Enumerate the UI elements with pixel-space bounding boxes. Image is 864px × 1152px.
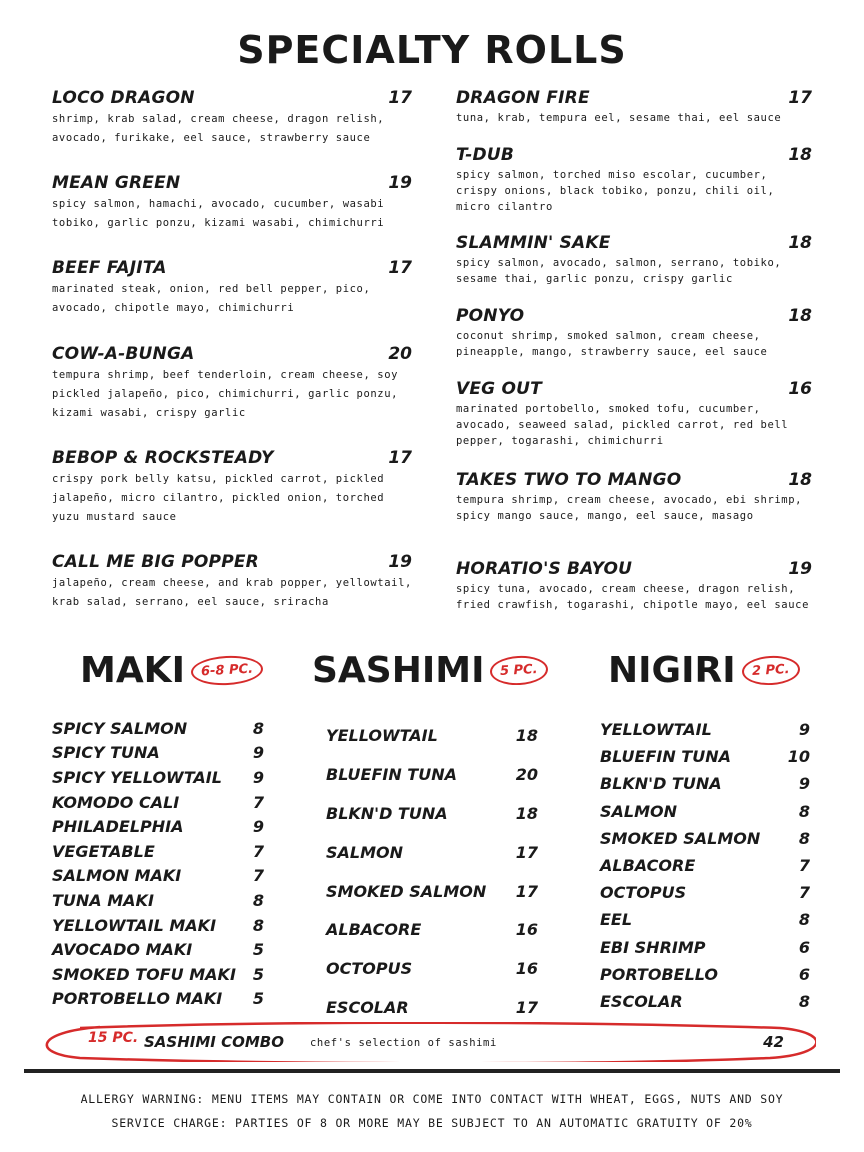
roll-name: CALL ME BIG POPPER [52, 552, 259, 572]
item-price: 7 [798, 883, 810, 903]
menu-row [52, 913, 264, 938]
roll-name: VEG OUT [456, 379, 542, 399]
item-name: SPICY SALMON [52, 718, 188, 738]
menu-row [600, 743, 810, 770]
item-price: 7 [798, 856, 810, 876]
item-name: SPICY YELLOWTAIL [52, 767, 222, 787]
roll-price: 18 [788, 470, 812, 490]
menu-row [600, 906, 810, 933]
item-name: PORTOBELLO [600, 964, 718, 984]
roll-item [456, 233, 812, 306]
item-price: 18 [515, 725, 538, 745]
item-price: 10 [787, 747, 810, 767]
item-price: 5 [252, 989, 264, 1009]
roll-name: LOCO DRAGON [52, 88, 195, 108]
menu-row [600, 716, 810, 743]
menu-row [52, 937, 264, 962]
item-name: BLUEFIN TUNA [600, 747, 731, 767]
menu-row [52, 716, 264, 741]
item-name: SALMON [326, 842, 404, 862]
menu-row [600, 879, 810, 906]
item-price: 8 [252, 890, 264, 910]
roll-description: tuna, krab, tempura eel, sesame thai, eel sauce [456, 112, 782, 124]
item-price: 9 [252, 743, 264, 763]
menu-row [326, 716, 538, 755]
roll-name: T-DUB [456, 145, 515, 165]
roll-description: shrimp, krab salad, cream cheese, dragon relish, avocado, furikake, eel sauce, strawberry sauce [52, 113, 385, 144]
roll-description: marinated portobello, smoked tofu, cucumber, avocado, seaweed salad, pickled carrot, red bell pepper, togarashi, chimichurri [456, 403, 789, 447]
roll-item [456, 379, 812, 470]
menu-row [52, 814, 264, 839]
item-name: EEL [600, 910, 633, 930]
menu-row [600, 961, 810, 988]
roll-price: 17 [388, 258, 412, 278]
item-price: 9 [798, 720, 810, 740]
roll-description: marinated steak, onion, red bell pepper, pico, avocado, chipotle mayo, chimichurri [52, 283, 371, 314]
item-price: 16 [515, 959, 538, 979]
roll-price: 19 [788, 559, 812, 579]
item-price: 7 [252, 866, 264, 886]
maki-heading [80, 650, 263, 691]
item-name: BLKN'D TUNA [326, 803, 448, 823]
menu-row [326, 755, 538, 794]
menu-row [600, 798, 810, 825]
combo-name: SASHIMI COMBO [144, 1033, 284, 1051]
menu-row [52, 864, 264, 889]
item-name: VEGETABLE [52, 841, 155, 861]
item-name: OCTOPUS [326, 959, 413, 979]
combo-piece-count: 15 PC. [88, 1030, 139, 1046]
nigiri-title: NIGIRI [608, 650, 736, 691]
maki-title: MAKI [80, 650, 185, 691]
item-name: AVOCADO MAKI [52, 940, 193, 960]
combo-description: chef's selection of sashimi [310, 1037, 497, 1049]
sashimi-heading [312, 650, 548, 691]
roll-description: tempura shrimp, cream cheese, avocado, ebi shrimp, spicy mango sauce, mango, eel sauce, masago [456, 494, 803, 522]
roll-price: 17 [788, 88, 812, 108]
menu-row [52, 741, 264, 766]
roll-name: TAKES TWO TO MANGO [456, 470, 682, 490]
menu-row [600, 825, 810, 852]
nigiri-piece-badge: 2 PC. [741, 655, 800, 687]
item-price: 6 [798, 937, 810, 957]
roll-item [52, 448, 412, 552]
item-name: ALBACORE [600, 856, 696, 876]
menu-row [52, 888, 264, 913]
menu-row [326, 833, 538, 872]
roll-description: spicy tuna, avocado, cream cheese, dragon relish, fried crawfish, togarashi, chipotle mayo, eel sauce [456, 583, 809, 611]
menu-row [600, 988, 810, 1015]
item-name: PORTOBELLO MAKI [52, 989, 223, 1009]
roll-description: jalapeño, cream cheese, and krab popper, yellowtail, krab salad, serrano, eel sauce, sriracha [52, 577, 412, 608]
specialty-rolls-left-column [52, 88, 412, 612]
roll-price: 18 [788, 306, 812, 326]
item-name: KOMODO CALI [52, 792, 180, 812]
menu-row [600, 770, 810, 797]
roll-item [456, 559, 812, 613]
roll-price: 16 [788, 379, 812, 399]
item-price: 8 [252, 718, 264, 738]
roll-name: MEAN GREEN [52, 173, 181, 193]
menu-row [326, 872, 538, 911]
item-price: 16 [515, 920, 538, 940]
item-name: YELLOWTAIL [326, 725, 438, 745]
roll-name: PONYO [456, 306, 525, 326]
item-price: 17 [515, 842, 538, 862]
item-price: 8 [252, 915, 264, 935]
item-name: TUNA MAKI [52, 890, 154, 910]
item-name: YELLOWTAIL MAKI [52, 915, 217, 935]
item-price: 7 [252, 792, 264, 812]
roll-item [52, 88, 412, 173]
menu-row [600, 934, 810, 961]
combo-price: 42 [763, 1033, 784, 1051]
sashimi-combo [40, 1022, 816, 1062]
nigiri-list [600, 716, 810, 1015]
service-charge-note: SERVICE CHARGE: PARTIES OF 8 OR MORE MAY BE SUBJECT TO AN AUTOMATIC GRATUITY OF 20% [111, 1116, 753, 1130]
roll-price: 19 [388, 552, 412, 572]
roll-description: spicy salmon, avocado, salmon, serrano, tobiko, sesame thai, garlic ponzu, crispy garlic [456, 257, 782, 285]
item-name: EBI SHRIMP [600, 937, 706, 957]
menu-row [52, 987, 264, 1012]
item-price: 17 [515, 998, 538, 1018]
allergy-warning: ALLERGY WARNING: MENU ITEMS MAY CONTAIN OR COME INTO CONTACT WITH WHEAT, EGGS, NUTS AND SOY [80, 1092, 784, 1106]
item-name: OCTOPUS [600, 883, 687, 903]
item-name: BLUEFIN TUNA [326, 764, 457, 784]
item-name: SMOKED SALMON [600, 828, 761, 848]
item-price: 20 [515, 764, 538, 784]
menu-row [52, 962, 264, 987]
menu-row [326, 949, 538, 988]
item-name: ESCOLAR [326, 998, 409, 1018]
item-name: ESCOLAR [600, 991, 683, 1011]
roll-item [456, 306, 812, 379]
menu-row [326, 794, 538, 833]
maki-list [52, 716, 264, 1011]
item-price: 8 [798, 991, 810, 1011]
roll-description: crispy pork belly katsu, pickled carrot, pickled jalapeño, micro cilantro, pickled onion, torched yuzu mustard sauce [52, 473, 385, 523]
item-name: YELLOWTAIL [600, 720, 712, 740]
item-price: 9 [252, 817, 264, 837]
menu-row [600, 852, 810, 879]
item-name: PHILADELPHIA [52, 817, 184, 837]
roll-description: coconut shrimp, smoked salmon, cream cheese, pineapple, mango, strawberry sauce, eel sauce [456, 330, 768, 358]
roll-price: 18 [788, 145, 812, 165]
roll-item [456, 88, 812, 145]
roll-description: tempura shrimp, beef tenderloin, cream cheese, soy pickled jalapeño, pico, chimichurri, garlic ponzu, kizami wasabi, crispy garlic [52, 369, 399, 419]
roll-name: DRAGON FIRE [456, 88, 590, 108]
roll-name: COW-A-BUNGA [52, 344, 195, 364]
roll-price: 17 [388, 88, 412, 108]
roll-name: BEBOP & ROCKSTEADY [52, 448, 274, 468]
item-price: 9 [252, 767, 264, 787]
menu-row [52, 765, 264, 790]
nigiri-heading [608, 650, 799, 691]
roll-item [52, 258, 412, 344]
page-title: SPECIALTY ROLLS [237, 28, 627, 72]
sashimi-title: SASHIMI [312, 650, 485, 691]
roll-item [52, 173, 412, 258]
roll-price: 18 [788, 233, 812, 253]
roll-name: SLAMMIN' SAKE [456, 233, 611, 253]
roll-item [456, 145, 812, 233]
item-price: 17 [515, 881, 538, 901]
item-name: SALMON [600, 801, 678, 821]
item-price: 8 [798, 828, 810, 848]
roll-price: 19 [388, 173, 412, 193]
specialty-rolls-right-column [456, 88, 812, 613]
item-price: 5 [252, 964, 264, 984]
item-name: SMOKED SALMON [326, 881, 487, 901]
item-price: 5 [252, 940, 264, 960]
item-price: 8 [798, 910, 810, 930]
menu-row [326, 910, 538, 949]
roll-item [52, 552, 412, 612]
item-price: 18 [515, 803, 538, 823]
sashimi-list [326, 716, 538, 1027]
maki-piece-badge: 6-8 PC. [190, 654, 263, 687]
item-price: 9 [798, 774, 810, 794]
roll-price: 17 [388, 448, 412, 468]
roll-item [456, 470, 812, 559]
item-name: ALBACORE [326, 920, 422, 940]
sashimi-piece-badge: 5 PC. [490, 655, 549, 687]
item-name: SALMON MAKI [52, 866, 182, 886]
item-price: 7 [252, 841, 264, 861]
roll-item [52, 344, 412, 448]
item-name: SMOKED TOFU MAKI [52, 964, 236, 984]
roll-description: spicy salmon, hamachi, avocado, cucumber, wasabi tobiko, garlic ponzu, kizami wasabi, chimichurri [52, 198, 385, 229]
item-price: 8 [798, 801, 810, 821]
roll-description: spicy salmon, torched miso escolar, cucumber, crispy onions, black tobiko, ponzu, chili oil, micro cilantro [456, 169, 775, 213]
item-price: 6 [798, 964, 810, 984]
roll-price: 20 [388, 344, 412, 364]
roll-name: BEEF FAJITA [52, 258, 167, 278]
menu-row [52, 790, 264, 815]
item-name: BLKN'D TUNA [600, 774, 722, 794]
menu-row [52, 839, 264, 864]
roll-name: HORATIO'S BAYOU [456, 559, 633, 579]
divider [24, 1069, 840, 1073]
item-name: SPICY TUNA [52, 743, 160, 763]
